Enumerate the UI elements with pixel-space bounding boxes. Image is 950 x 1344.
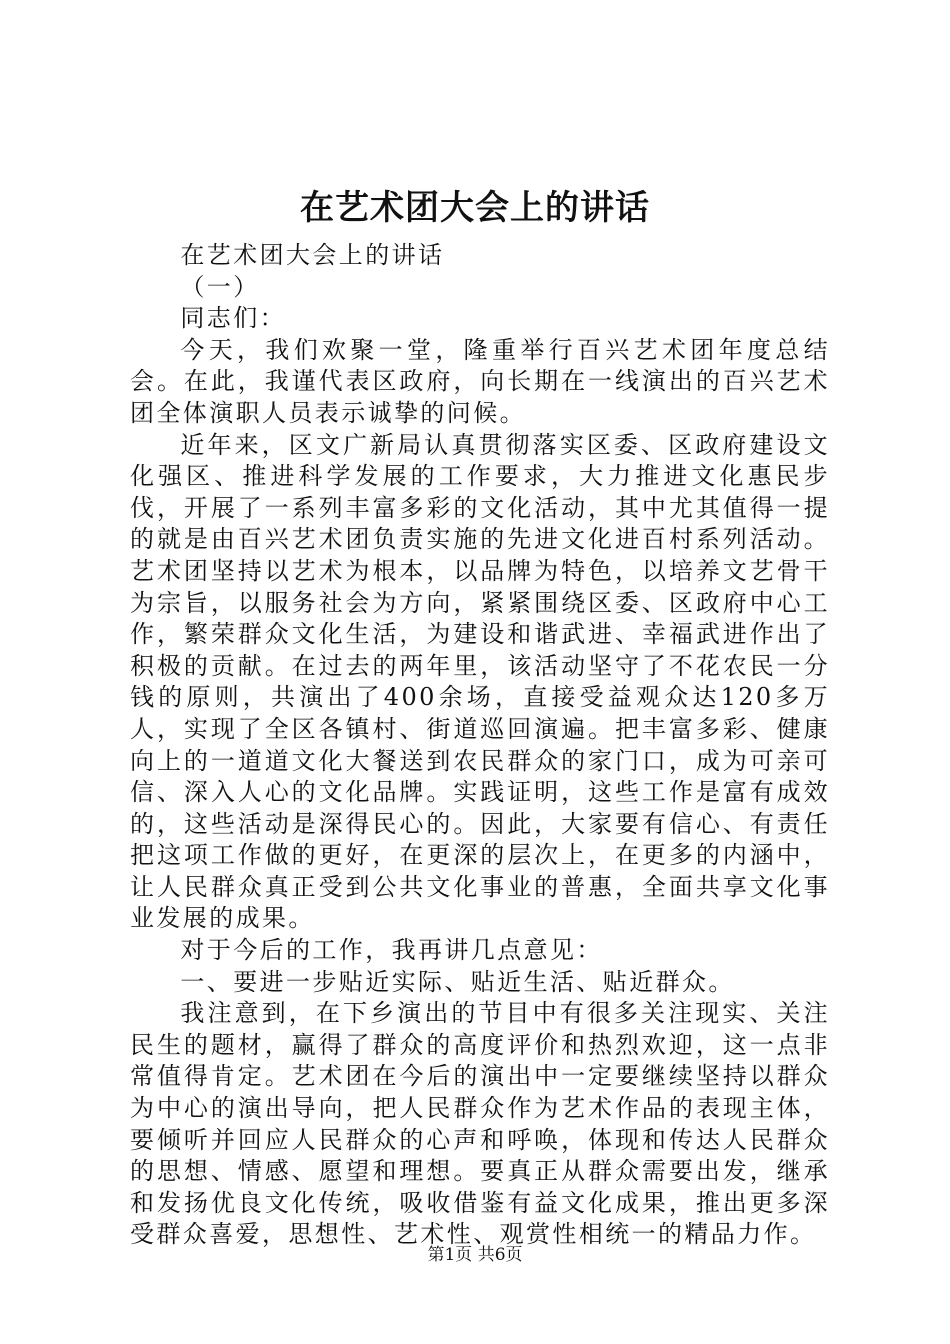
paragraph-point-heading: 一、要进一步贴近实际、贴近生活、贴近群众。 [180, 967, 735, 996]
paragraph-achievements: 近年来，区文广新局认真贯彻落实区委、区政府建设文化强区、推进科学发展的工作要求，大力推进文化惠民步伐，开展了一系列丰富多彩的文化活动，其中尤其值得一提的就是由百兴艺术团负责实施的先进文化进百村系列活动。艺术团坚持以艺术为根本，以品牌为特色，以培养文艺骨干为宗旨，以服务社会为方向，紧紧围绕区委、区政府中心工作，繁荣群众文化生活，为建设和谐武进、幸福武进作出了积极的贡献。在过去的两年里，该活动坚守了不花农民一分钱的原则，共演出了400余场，直接受益观众达120多万人，实现了全区各镇村、街道巡回演遍。把丰富多彩、健康向上的一道道文化大餐送到农民群众的家门口，成为可亲可信、深入人心的文化品牌。实践证明，这些工作是富有成效的，这些活动是深得民心的。因此，大家要有信心、有责任把这项工作做的更好，在更深的层次上，在更多的内涵中，让人民群众真正受到公共文化事业的普惠，全面共享文化事业发展的成果。 [130, 430, 830, 933]
paragraph-transition: 对于今后的工作，我再讲几点意见： [180, 936, 603, 965]
paragraph-opening: 今天，我们欢聚一堂，隆重举行百兴艺术团年度总结会。在此，我谨代表区政府，向长期在一线演出的百兴艺术团全体演职人员表示诚挚的问候。 [130, 335, 830, 427]
document-body [130, 240, 830, 1251]
paragraph-point-detail: 我注意到，在下乡演出的节目中有很多关注现实、关注民生的题材，赢得了群众的高度评价和热烈欢迎，这一点非常值得肯定。艺术团在今后的演出中一定要继续坚持以群众为中心的演出导向，把人民群众作为艺术作品的表现主体，要倾听并回应人民群众的心声和呼唤，体现和传达人民群众的思想、情感、愿望和理想。要真正从群众需要出发，继承和发扬优良文化传统，吸收借鉴有益文化成果，推出更多深受群众喜爱，思想性、艺术性、观赏性相统一的精品力作。 [130, 999, 830, 1249]
page-footer: 第1页 共6页 [427, 1245, 523, 1265]
paragraph-subtitle: 在艺术团大会上的讲话 [180, 241, 445, 269]
paragraph-section-number: （一） [180, 272, 260, 301]
paragraph-salutation: 同志们： [180, 304, 286, 333]
document-title: 在艺术团大会上的讲话 [300, 188, 650, 228]
